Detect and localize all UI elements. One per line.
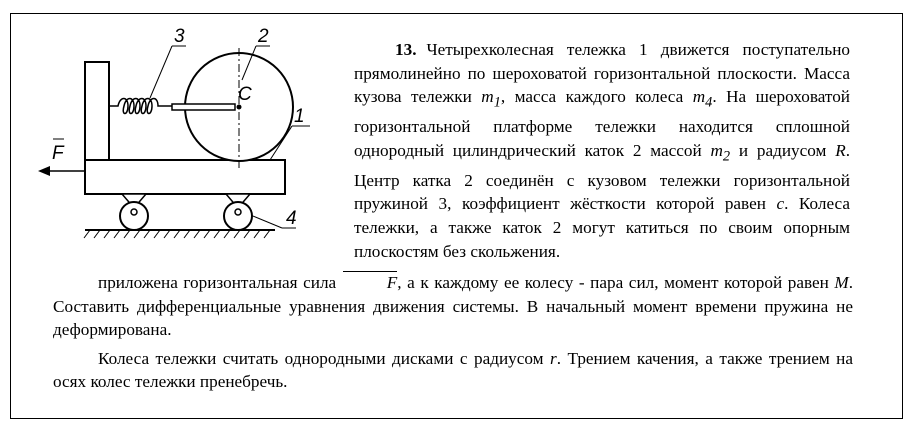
mechanism-figure	[30, 22, 340, 254]
spring-rod	[172, 104, 235, 110]
label-wheel: 4	[286, 208, 297, 229]
para2-end: . Трением качения, а также трением на осях колес тележки пренебречь.	[53, 348, 854, 392]
cart-platform	[85, 160, 285, 194]
var-m4: m	[692, 87, 706, 107]
label-roller: 2	[258, 26, 269, 47]
leader-spring	[150, 46, 172, 98]
var-r: r	[550, 348, 557, 368]
left-wheel-hub	[131, 209, 137, 215]
text-part4: и радиусом	[730, 140, 827, 160]
var-m4-sub: 4	[705, 94, 713, 111]
paragraph-2	[53, 347, 853, 394]
spring	[109, 99, 172, 114]
line2-start: приложена горизонтальная сила	[98, 273, 337, 292]
var-m1-sub: 1	[493, 94, 501, 111]
label-spring: 3	[174, 26, 185, 47]
line2-mid: , а к каждому ее колесу - пара сил, момент которой равен	[397, 273, 829, 292]
problem-continuation	[53, 271, 853, 394]
text-part6: . Колеса тележки, а также каток 2 могут катиться по своим опорным плоскостям без скольжения.	[354, 194, 851, 261]
cart-post	[85, 62, 109, 160]
leader-wheel	[248, 214, 282, 228]
line2-end: . Составить дифференциальные уравнения движения системы. В начальный момент времени пружина не деформирована.	[53, 273, 854, 340]
left-wheel	[120, 202, 148, 230]
var-m1: m	[481, 87, 494, 107]
text-part1: Четырехколесная тележка 1 движется поступательно прямолинейно по шероховатой горизонтальной плоскости. Масса кузова тележки	[354, 40, 850, 107]
label-cart: 1	[294, 106, 305, 127]
roller-center	[237, 105, 242, 110]
paragraph-1	[53, 271, 853, 342]
right-wheel-hub	[235, 209, 241, 215]
var-F: F	[342, 271, 398, 295]
para2-start: Колеса тележки считать однородными дисками с радиусом	[98, 348, 544, 368]
text-part2: , масса каждого колеса	[500, 87, 684, 107]
text-part3: . На шероховатой горизонтальной платформе тележки находится сплошной однородный цилиндрический каток 2 массой	[354, 87, 850, 160]
label-center: C	[238, 84, 252, 105]
var-m2-sub: 2	[722, 148, 731, 165]
problem-number: 13.	[395, 40, 417, 59]
text-part5: . Центр катка 2 соединён с кузовом тележки горизонтальной пружиной 3, коэффициент жёсткости которой равен	[354, 140, 851, 214]
problem-statement	[354, 38, 850, 263]
var-R: R	[835, 140, 846, 160]
var-c: c	[776, 194, 785, 214]
label-force: F	[52, 143, 64, 164]
right-wheel	[224, 202, 252, 230]
var-M: M	[834, 273, 849, 292]
ground-hatching	[84, 230, 270, 238]
force-arrow-head	[38, 166, 50, 176]
var-m2: m	[710, 140, 723, 160]
